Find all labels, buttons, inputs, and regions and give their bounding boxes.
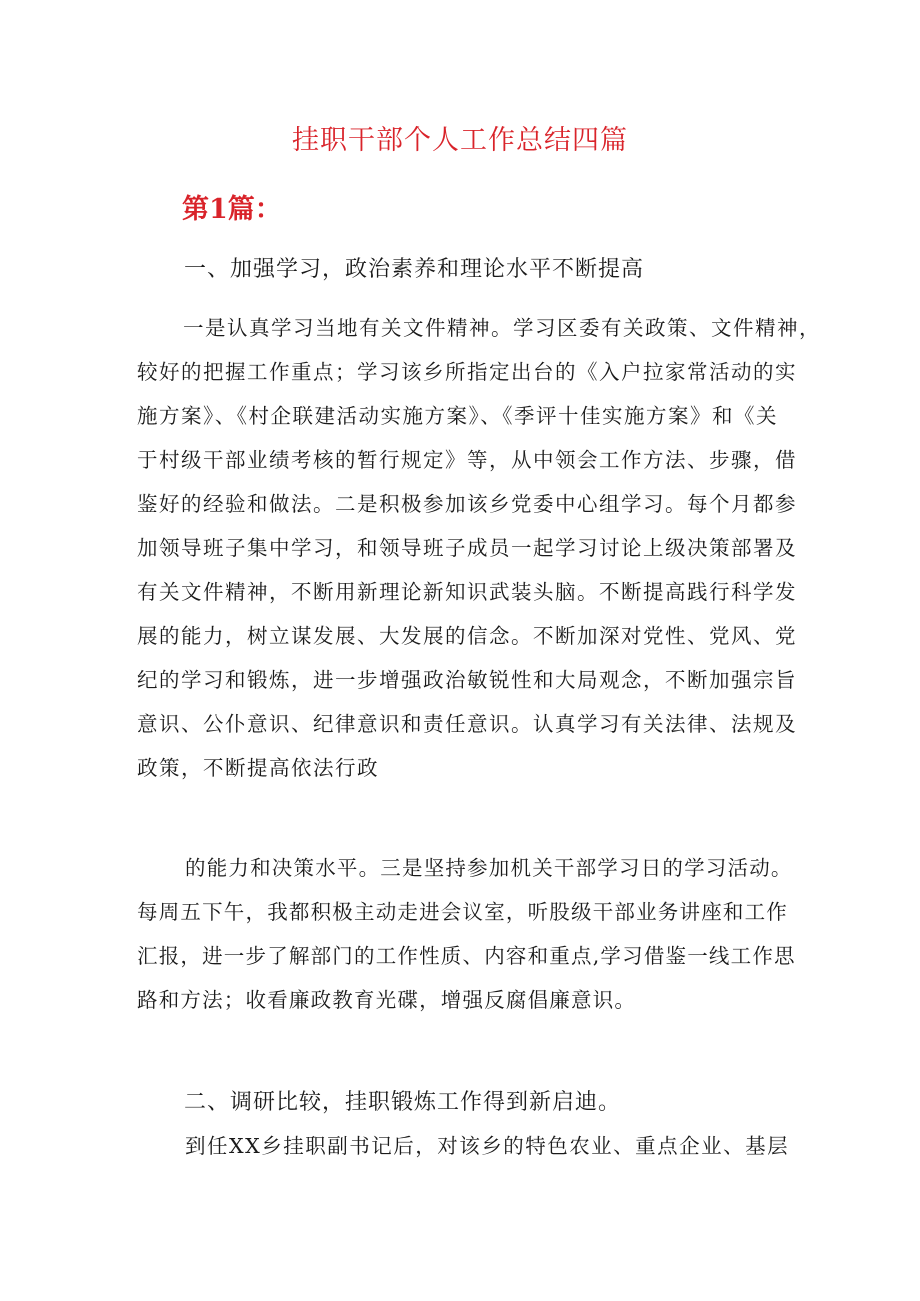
text-line: 展的能力，树立谋发展、大发展的信念。不断加深对党性、党风、党 [137,624,797,648]
text-line: 政策，不断提高依法行政 [137,756,379,780]
text-line: 加领导班子集中学习，和领导班子成员一起学习讨论上级决策部署及 [137,536,797,560]
document-title: 挂职干部个人工作总结四篇 [292,125,628,156]
section-1-paragraph-2 [137,846,797,1022]
text-line: 意识、公仆意识、纪律意识和责任意识。认真学习有关法律、法规及 [137,712,797,736]
text-line: 较好的把握工作重点；学习该乡所指定出台的《入户拉家常活动的实 [137,360,797,384]
text-line: 纪的学习和锻炼，进一步增强政治敏锐性和大局观念，不断加强宗旨 [137,668,797,692]
text-line: 有关文件精神，不断用新理论新知识武装头脑。不断提高践行科学发 [137,580,797,604]
text-line: 的能力和决策水平。三是坚持参加机关干部学习日的学习活动。 [185,856,793,880]
text-line: 一是认真学习当地有关文件精神。学习区委有关政策、文件精神， [183,316,821,340]
text-line: 鉴好的经验和做法。二是积极参加该乡党委中心组学习。每个月都参 [137,492,797,516]
part-label: 第1篇： [182,194,282,225]
text-line: 汇报，进一步了解部门的工作性质、内容和重点,学习借鉴一线工作思 [137,944,796,968]
text-line: 施方案》、《村企联建活动实施方案》、《季评十佳实施方案》和《关 [137,404,778,428]
section-1-paragraph-1 [137,306,821,790]
text-line: 每周五下午，我都积极主动走进会议室，听股级干部业务讲座和工作 [137,900,788,924]
section-2-heading: 二、调研比较，挂职锻炼工作得到新启迪。 [184,1090,622,1115]
text-line: 于村级干部业绩考核的暂行规定》等，从中领会工作方法、步骤，借 [137,448,797,472]
text-line: 到任XX乡挂职副书记后，对该乡的特色农业、重点企业、基层 [185,1134,790,1158]
text-line: 路和方法；收看廉政教育光碟，增强反腐倡廉意识。 [137,988,637,1012]
section-1-heading: 一、加强学习，政治素养和理论水平不断提高 [184,257,645,282]
section-2-paragraph-1 [137,1124,797,1168]
